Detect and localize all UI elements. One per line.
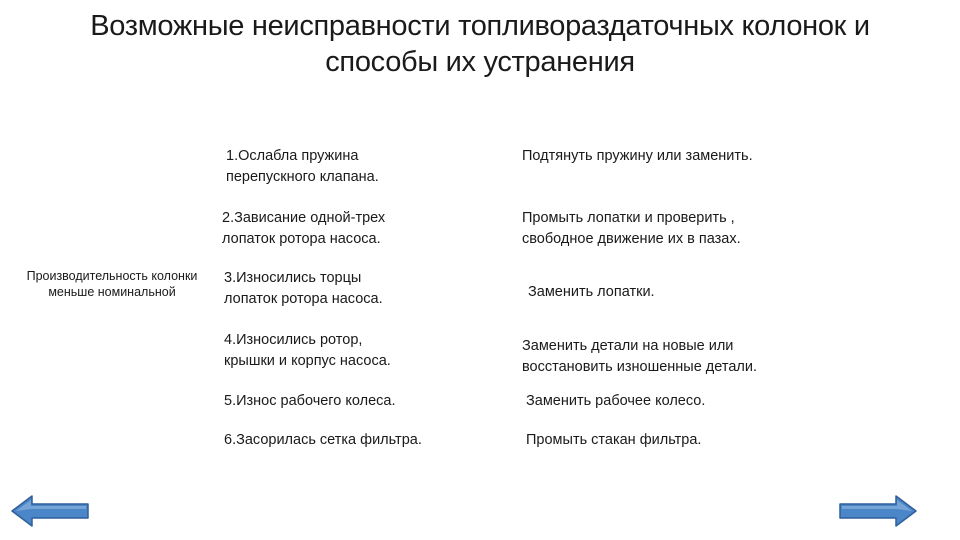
fix-4: Заменить детали на новые или восстановить изношенные детали. [522, 338, 757, 375]
page-title [40, 8, 920, 80]
symptom-label: Производительность колонки меньше номинальной [26, 269, 198, 299]
arrow-right-icon [838, 494, 918, 528]
fix-2: Промыть лопатки и проверить , свободное движение их в пазах. [522, 210, 741, 247]
cause-4: 4.Износились ротор, крышки и корпус насоса. [224, 332, 391, 369]
cause-2: 2.Зависание одной-трех лопаток ротора насоса. [222, 210, 386, 247]
fix-3: Заменить лопатки. [528, 284, 655, 300]
cause-1: 1.Ослабла пружина перепускного клапана. [226, 148, 379, 185]
cause-5: 5.Износ рабочего колеса. [224, 393, 396, 409]
arrow-left-icon [10, 494, 90, 528]
next-slide-button[interactable] [838, 494, 918, 528]
cause-6: 6.Засорилась сетка фильтра. [224, 432, 422, 448]
fix-6: Промыть стакан фильтра. [526, 432, 702, 448]
fix-1: Подтянуть пружину или заменить. [522, 148, 753, 164]
title-line-1: Возможные неисправности топливораздаточных колонок и [90, 10, 870, 42]
title-line-2: способы их устранения [325, 46, 635, 78]
cause-3: 3.Износились торцы лопаток ротора насоса. [224, 270, 383, 307]
fix-5: Заменить рабочее колесо. [526, 393, 706, 409]
previous-slide-button[interactable] [10, 494, 90, 528]
